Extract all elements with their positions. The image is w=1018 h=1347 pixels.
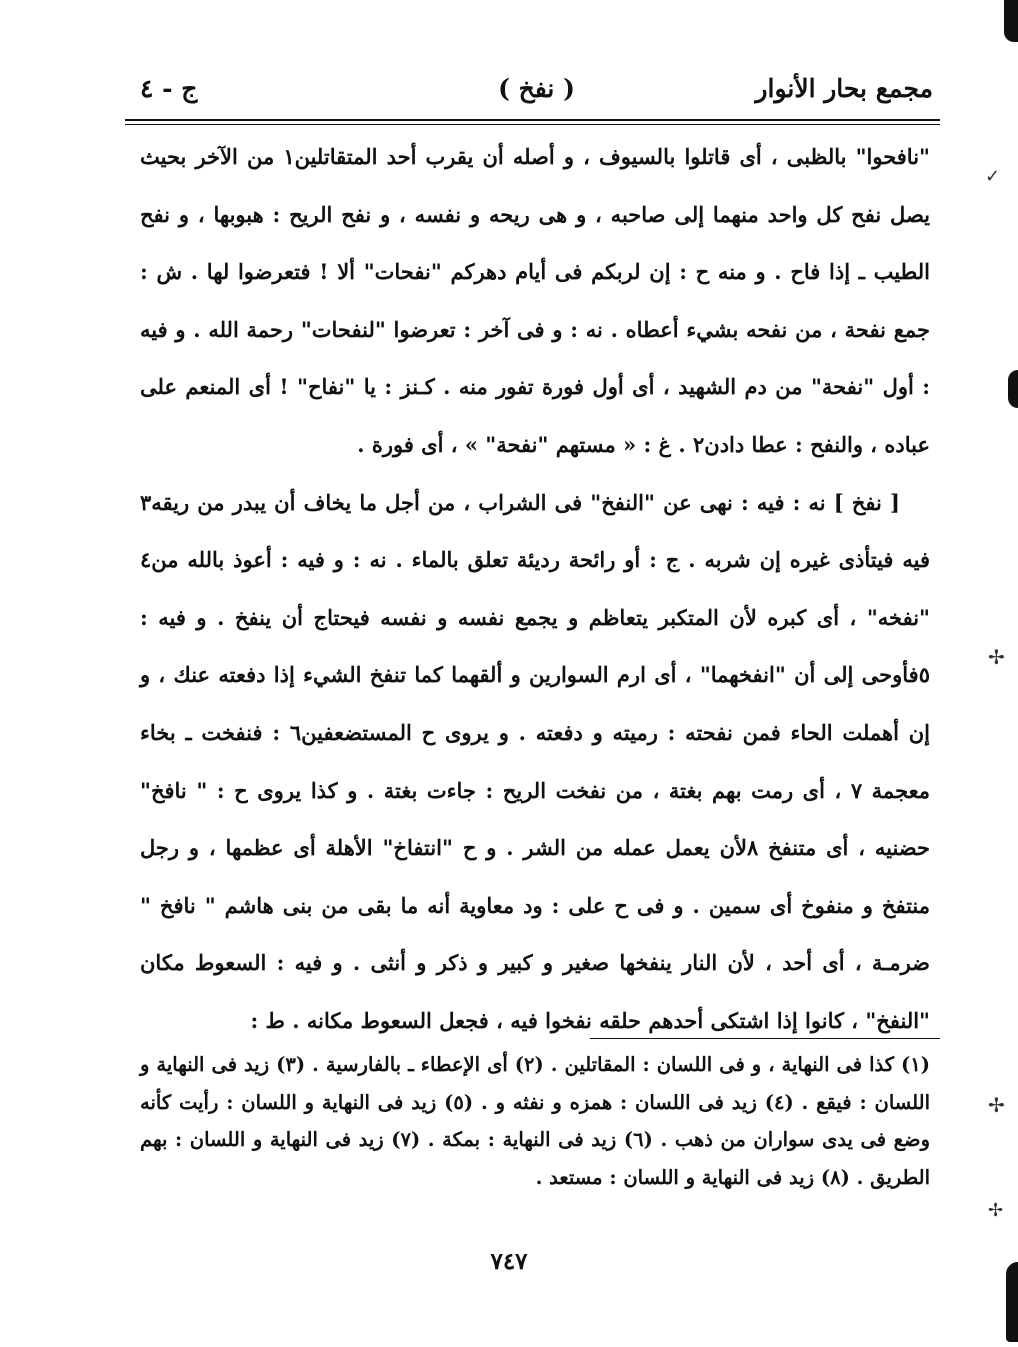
main-text xyxy=(140,128,930,1050)
footnote-rule xyxy=(590,1038,940,1039)
footnotes-text: (١) كذا فى النهاية ، و فى اللسان : المقاتلين . (٢) أى الإعطاء ـ بالفارسية . (٣) زيد فى النهاية و اللسان : فيقع . (٤) زيد فى اللسان : همزه و نفثه و . (٥) زيد فى النهاية و اللسان : رأيت كأنه وضع فى يدى سواران من ذهب . (٦) زيد فى النهاية : بمكة . (٧) زيد فى النهاية و اللسان : بهم الطريق . (٨) زيد فى النهاية و اللسان : مستعد . xyxy=(140,1053,931,1189)
margin-mark-2: ✢ xyxy=(988,645,1005,669)
paragraph-nafkh: [ نفخ ] نه : فيه : نهى عن "النفخ" فى الشراب ، من أجل ما يخاف أن يبدر من ريقه٣ فيه فيتأذى غيره إن شربه . ج : أو رائحة رديئة تعلق بالماء . نه : و فيه : أعوذ بالله من٤ "نفخه" ، أى كبره لأن المتكبر يتعاظم و يجمع نفسه و نفسه فيحتاج أن ينفخ . و فيه : ٥فأوحى إلى أن "انفخهما" ، أى ارم السوارين و ألقهما كما تنفخ الشيء إذا دفعته عنك ، و إن أهملت الحاء فمن نفحته : رميته و دفعته . و يروى ح المستضعفين٦ : فنفخت ـ بخاء معجمة ٧ ، أى رمت بهم بغتة ، من نفخت الريح : جاءت بغتة . و كذا يروى ح : " نافخ" حضنيه ، أى متنفخ ٨لأن يعمل عمله من الشر . و ح "انتفاخ" الأهلة أى عظمها ، و رجل منتفخ و منفوخ أى سمين . و فى ح على : ود معاوية أنه ما بقى من بنى هاشم " نافخ " ضرمـة ، أى أحد ، لأن النار ينفخها صغير و كبير و ذكر و أنثى . و فيه : السعوط مكان "النفخ" ، كانوا إذا اشتكى أحدهم حلقه نفخوا فيه ، فجعل السعوط مكانه . ط : xyxy=(140,489,930,1033)
page-number: ٧٤٧ xyxy=(490,1248,528,1275)
header-rule xyxy=(125,119,940,121)
margin-mark-4: ✢ xyxy=(988,1200,1004,1221)
book-title: مجمع بحار الأنوار xyxy=(755,74,933,103)
margin-mark-3: ✢ xyxy=(988,1093,1005,1117)
header-rule-thin xyxy=(125,124,940,125)
running-header xyxy=(140,68,933,114)
page-edge-mark-3 xyxy=(1006,1262,1018,1342)
page-edge-mark-2 xyxy=(1008,370,1018,408)
page-edge-mark xyxy=(1004,0,1018,42)
volume-label: ج - ٤ xyxy=(140,74,198,103)
entry-heading: ( نفخ ) xyxy=(498,74,575,103)
paragraph-nafh: "نافحوا" بالظبى ، أى قاتلوا بالسيوف ، و أصله أن يقرب أحد المتقاتلين١ من الآخر بحيث يصل نفح كل واحد منهما إلى صاحبه ، و هى ريحه و نفسه ، و نفح الريح : هبوبها ، و نفح الطيب ـ إذا فاح . و منه ح : إن لربكم فى أيام دهركم "نفحات" ألا ! فتعرضوا لها . ش : جمع نفحة ، من نفحه بشيء أعطاه . نه : و فى آخر : تعرضوا "لنفحات" رحمة الله . و فيه : أول "نفحة" من دم الشهيد ، أى أول فورة تفور منه . كـنز : يا "نفاح" ! أى المنعم على عباده ، والنفح : عطا دادن٢ . غ : « مستهم "نفحة" » ، أى فورة . xyxy=(140,144,930,457)
footnotes xyxy=(140,1046,930,1196)
margin-mark: ✓ xyxy=(985,166,1001,187)
